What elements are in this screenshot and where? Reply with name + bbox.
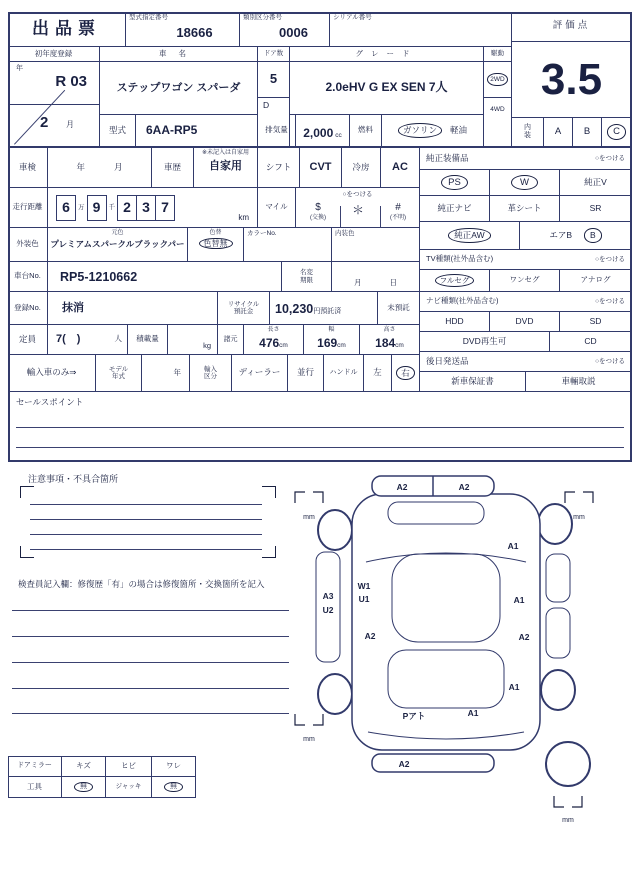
- reg-year-value: R 03: [55, 73, 87, 90]
- sales-point-line-1: [16, 427, 624, 428]
- fuel-diesel-text: 軽油: [450, 124, 468, 135]
- color-no-cell: [244, 228, 332, 262]
- odometer-digit-1000: 9: [87, 195, 107, 221]
- shift-label-cell: [258, 148, 300, 188]
- interior-grade-label: 内装: [524, 124, 531, 139]
- model-year-unit: 年: [173, 367, 181, 377]
- handle-right-cell: [392, 355, 420, 392]
- dvd-text: DVD: [515, 315, 534, 326]
- capacity-label-cell: [8, 325, 48, 355]
- spec-width-cell: [304, 325, 360, 355]
- fuel-gasoline-circled: ガソリン: [398, 123, 442, 137]
- load-label-cell: [128, 325, 168, 355]
- navi-circle-note: ○をつける: [595, 297, 625, 305]
- mm-label-top-right: mm: [573, 514, 585, 521]
- leather-seat-text: 革シート: [507, 202, 542, 213]
- equip-genuine-aw: [420, 222, 520, 250]
- import-label-cell: [8, 355, 96, 392]
- mirror-label: ドアミラー: [17, 762, 52, 770]
- score-value-cell: [512, 42, 632, 118]
- grade-value: [290, 62, 484, 115]
- name-change-label-1: 名変: [300, 269, 313, 277]
- interior-grade-c: [602, 118, 632, 148]
- analog-text: アナログ: [580, 275, 611, 285]
- history-label-cell: [152, 148, 194, 188]
- doors-label: ドア数: [263, 50, 284, 58]
- base-color-label: 元色: [111, 230, 124, 236]
- diagram-label-u2: U2: [322, 605, 334, 615]
- shaken-month-unit: 月: [113, 161, 123, 172]
- diagram-label-right-low: A1: [508, 682, 520, 692]
- reg-month-value: 2: [40, 114, 49, 131]
- displacement-label: 排気量: [265, 125, 288, 135]
- symbol-divider-1: [340, 206, 341, 228]
- odometer-digit-10000: 6: [56, 195, 76, 221]
- caution-box-corner-tl: [20, 486, 34, 498]
- doors-value: [258, 62, 290, 98]
- scratch-text: キズ: [76, 760, 91, 770]
- color-change-cell: [188, 228, 244, 262]
- genuine-aw-circled: 純正AW: [448, 228, 490, 242]
- history-note: ※未記入は自家用: [201, 150, 250, 156]
- shaken-year-unit: 年: [76, 161, 85, 172]
- model-year-label-cell: [96, 355, 142, 392]
- diagram-label-rear-bumper-right: A2: [458, 482, 470, 492]
- mm-label-top-left: mm: [303, 514, 315, 521]
- symbol-exchange: $: [315, 202, 321, 213]
- interior-color-label: 内装色: [335, 230, 355, 237]
- field-model-designation: [126, 12, 240, 47]
- base-color-cell: [48, 228, 188, 262]
- odometer: [48, 188, 258, 228]
- fuel-value-cell: [382, 115, 484, 148]
- caution-line-2: [30, 519, 262, 520]
- diagram-label-front-right: A1: [507, 541, 519, 551]
- chassis-label-cell: [8, 262, 48, 292]
- caution-box-corner-tr: [262, 486, 276, 498]
- parallel-text: 並行: [296, 367, 314, 378]
- diagram-label-a3: A3: [322, 591, 334, 601]
- handle-right-circled: 右: [396, 366, 415, 380]
- wheel-rear-right-icon: [541, 670, 575, 710]
- right-side-panel-rear: [546, 608, 570, 658]
- score-label: 評価点: [552, 20, 591, 32]
- model-value: 6AA-RP5: [146, 122, 198, 137]
- regno-value-cell: [48, 292, 218, 325]
- doors-count: 5: [269, 71, 278, 87]
- base-color-value: プレミアムスパークルブラックパー: [50, 238, 185, 249]
- height-value: 184: [375, 335, 396, 350]
- drive-4wd-text: 4WD: [490, 106, 505, 113]
- handle-label: ハンドル: [329, 369, 358, 377]
- spare-tire-icon: [546, 742, 590, 786]
- equip-leather-seat: [490, 196, 560, 222]
- deposit-suffix: 円預託済: [313, 308, 342, 315]
- caution-box-corner-bl: [20, 546, 34, 558]
- equip-oneseg: [490, 270, 560, 292]
- caution-box-corner-br: [262, 546, 276, 558]
- name-change-month-unit: 月: [354, 277, 362, 287]
- grade-a-text: A: [554, 125, 562, 137]
- displacement-unit: cc: [335, 131, 342, 139]
- reg-year-cell: [8, 62, 100, 105]
- fuel-label-cell: [350, 115, 382, 148]
- drive-2wd-circled: 2WD: [487, 73, 507, 87]
- odometer-digit-10: 3: [136, 195, 156, 221]
- chassis-value: RP5-1210662: [60, 269, 138, 284]
- name-change-label-cell: [282, 262, 332, 292]
- tv-type-row: [420, 250, 632, 270]
- reg-date-header: [8, 47, 100, 62]
- shift-value: CVT: [309, 161, 332, 174]
- drive-label: 駆動: [491, 50, 504, 58]
- deposit-value: 10,230: [275, 302, 314, 316]
- sheet-title: 出品票: [32, 19, 101, 39]
- load-label: 積載量: [136, 334, 159, 344]
- mm-bracket-top-right: [565, 492, 593, 503]
- height-label: 高さ: [383, 327, 396, 333]
- tool-none-cell: [62, 777, 106, 798]
- aircon-label: 冷房: [352, 161, 370, 172]
- hdd-text: HDD: [445, 315, 464, 326]
- reg-month-unit: 月: [66, 120, 74, 129]
- history-label: 車歴: [163, 161, 181, 172]
- wheel-front-right-icon: [538, 504, 572, 544]
- recycle-label-cell: [218, 292, 270, 325]
- classification-label: 類別区分番号: [243, 14, 282, 21]
- later-circle-note: ○をつける: [595, 357, 625, 365]
- aircon-value-cell: [381, 148, 420, 188]
- fuel-label: 燃料: [358, 125, 373, 135]
- mirror-break-cell: [152, 756, 196, 777]
- score-value: 3.5: [540, 54, 603, 104]
- interior-grade-a: [544, 118, 573, 148]
- equip-sunroof: [560, 196, 632, 222]
- color-label: 外装色: [16, 239, 39, 249]
- serial-label: シリアル番号: [333, 14, 372, 21]
- interior-grade-label-cell: [512, 118, 544, 148]
- aircon-label-cell: [342, 148, 381, 188]
- grade-c-circled: C: [607, 124, 626, 139]
- odometer-unit-10000: 万: [78, 203, 85, 211]
- tv-circle-note: ○をつける: [595, 255, 625, 263]
- name-change-label-2: 期限: [300, 276, 313, 284]
- handle-left-text: 左: [373, 367, 382, 378]
- equip-dvd-playable: [420, 332, 550, 352]
- model-designation-label: 型式指定番号: [129, 14, 168, 21]
- load-value-cell: [168, 325, 218, 355]
- diagram-label-left-mid: A2: [364, 631, 376, 641]
- width-label: 幅: [328, 327, 335, 333]
- sunroof-text: SR: [589, 202, 602, 213]
- shaken-label: 車検: [18, 161, 36, 172]
- drive-header: [484, 47, 512, 62]
- regno-label: 登録No.: [14, 302, 41, 312]
- name-change-date-cell: [332, 262, 420, 292]
- model-label-cell: [100, 115, 136, 148]
- not-deposited-cell: [378, 292, 420, 325]
- grade-text: 2.0eHV G EX SEN 7人: [325, 80, 448, 95]
- import-class-label-cell: [190, 355, 232, 392]
- model-value-cell: [136, 115, 258, 148]
- vehicle-name-text: ステップワゴン スパーダ: [116, 81, 241, 94]
- import-class-label-1: 輸入: [204, 365, 217, 373]
- vehicle-name-value: [100, 62, 258, 115]
- mile-label: マイル: [265, 202, 288, 212]
- tool-none-circled: 無: [74, 782, 93, 792]
- recycle-label-1: リサイクル: [227, 300, 260, 308]
- wheel-rear-left-icon: [318, 674, 352, 714]
- right-side-panel-front: [546, 554, 570, 602]
- inspector-note: 検査員記入欄：修復歴「有」の場合は修復箇所・交換箇所を記入: [18, 579, 265, 589]
- shaken-label-cell: [8, 148, 48, 188]
- navi-type-title: ナビ種類(社外品含む): [426, 296, 499, 306]
- interior-grade-b: [573, 118, 602, 148]
- aircon-value: AC: [392, 161, 408, 174]
- color-change-value-circled: 色替無: [199, 238, 233, 250]
- later-shipping-title: 後日発送品: [426, 355, 469, 366]
- odometer-unit-km: km: [238, 213, 249, 223]
- odometer-unit-1000: 千: [108, 203, 115, 211]
- color-change-label: 色替: [209, 230, 222, 236]
- equip-circle-note: ○をつける: [595, 154, 625, 162]
- handle-label-cell: [324, 355, 364, 392]
- mm-label-bottom-right: mm: [562, 817, 574, 824]
- import-class-label-2: 区分: [204, 373, 217, 380]
- model-year-cell: [142, 355, 190, 392]
- mileage-label-cell: [8, 188, 48, 228]
- airbag-mark-circled: B: [584, 228, 602, 242]
- cd-text: CD: [584, 335, 597, 346]
- break-text: ワレ: [166, 760, 181, 770]
- equip-pw: [490, 170, 560, 196]
- inspector-line-3: [12, 662, 289, 663]
- equip-title: 純正装備品: [426, 152, 469, 163]
- equip-hdd: [420, 312, 490, 332]
- chassis-label: 車台No.: [14, 271, 41, 281]
- equip-fullseg: [420, 270, 490, 292]
- diagram-label-right-mid-1: A1: [513, 595, 525, 605]
- vehicle-diagram: [288, 466, 632, 832]
- history-value: 自家用: [209, 159, 242, 172]
- mm-bracket-bottom-right: [554, 796, 582, 807]
- displacement-value-cell: [296, 115, 350, 148]
- regno-value: 抹消: [62, 301, 84, 314]
- mirror-label-cell: [8, 756, 62, 777]
- navi-type-row: [420, 292, 632, 312]
- sales-point-label: セールスポイント: [16, 397, 84, 407]
- displacement-value: 2,000: [303, 125, 334, 140]
- caution-line-4: [30, 549, 262, 550]
- interior-color-cell: [332, 228, 420, 262]
- displacement-label-cell: [258, 115, 296, 148]
- spec-label-cell: [218, 325, 244, 355]
- mm-bracket-bottom-left: [295, 714, 323, 725]
- model-designation-value: 18666: [176, 24, 213, 40]
- diagram-label-paint-mark: Pアト: [402, 711, 426, 721]
- inspector-line-5: [12, 713, 289, 714]
- deposit-cell: [270, 292, 378, 325]
- jack-none-circled: 無: [164, 782, 183, 792]
- dealer-cell: [232, 355, 288, 392]
- jack-label-cell: [106, 777, 152, 798]
- history-value-cell: [194, 148, 258, 188]
- equip-warranty: [420, 372, 526, 392]
- parallel-cell: [288, 355, 324, 392]
- equip-airbag: [520, 222, 632, 250]
- grade-b-text: B: [583, 125, 591, 137]
- shaken-value-cell: [48, 148, 152, 188]
- capacity-value-cell: [48, 325, 128, 355]
- caution-title: 注意事項・不具合箇所: [28, 474, 119, 484]
- mirror-scratch-cell: [62, 756, 106, 777]
- handle-left-cell: [364, 355, 392, 392]
- inspector-line-1: [12, 610, 289, 611]
- symbol-exchange-sub: (交換): [310, 215, 326, 221]
- fullseg-circled: フルセグ: [435, 274, 475, 287]
- equip-title-row: [420, 148, 632, 170]
- spec-length-cell: [244, 325, 304, 355]
- vehicle-name-label: 車名: [159, 48, 198, 58]
- length-value: 476: [259, 335, 280, 350]
- field-serial: [330, 12, 512, 47]
- drive-2wd-cell: [484, 62, 512, 98]
- not-deposited-text: 未預託: [387, 302, 410, 312]
- diagram-label-front-bumper: A2: [398, 759, 410, 769]
- equip-genuine-navi: [420, 196, 490, 222]
- field-classification: [240, 12, 330, 47]
- reg-year-unit: 年: [16, 65, 23, 72]
- front-bumper-shape: [372, 754, 494, 772]
- sales-point-section: [8, 392, 632, 460]
- diagram-label-bottom-mark: A1: [467, 708, 479, 718]
- load-unit: kg: [203, 340, 211, 350]
- airbag-text: エアB: [549, 229, 572, 240]
- sd-text: SD: [589, 315, 602, 326]
- mileage-circle-note: ○をつける: [342, 191, 373, 198]
- regno-label-cell: [8, 292, 48, 325]
- equip-sd: [560, 312, 632, 332]
- equip-dvd: [490, 312, 560, 332]
- genuine-navi-text: 純正ナビ: [437, 202, 472, 213]
- jack-none-cell: [152, 777, 196, 798]
- name-change-day-unit: 日: [389, 277, 397, 287]
- odometer-digit-100: 2: [117, 195, 137, 221]
- chassis-value-cell: [48, 262, 282, 292]
- doors-header: [258, 47, 290, 62]
- dvd-playable-text: DVD再生可: [462, 335, 507, 346]
- tool-label: 工具: [27, 781, 42, 791]
- color-no-label: カラーNo.: [247, 230, 277, 237]
- capacity-value: 7( ): [56, 333, 81, 346]
- equip-manual: [526, 372, 632, 392]
- diagram-label-w1: W1: [357, 581, 371, 591]
- wheel-front-left-icon: [318, 510, 352, 550]
- reg-month-cell: [8, 105, 100, 148]
- inspector-line-4: [12, 688, 289, 689]
- manual-text: 車輛取説: [561, 375, 596, 386]
- model-label: 型式: [108, 124, 126, 135]
- later-shipping-row: [420, 352, 632, 372]
- grade-header: [290, 47, 484, 62]
- sheet-title-cell: [8, 12, 126, 47]
- score-label-cell: [512, 12, 632, 42]
- width-value: 169: [317, 335, 338, 350]
- symbol-divider-2: [380, 206, 381, 228]
- model-year-label-2: 年式: [112, 373, 125, 380]
- shift-label: シフト: [265, 161, 292, 172]
- drive-4wd-cell: [484, 98, 512, 148]
- equip-cd: [550, 332, 632, 352]
- equip-analog: [560, 270, 632, 292]
- sales-point-line-2: [16, 447, 624, 448]
- caution-line-3: [30, 534, 262, 535]
- tv-type-title: TV種類(社外品含む): [426, 254, 494, 264]
- diagram-label-rear-bumper-left: A2: [396, 482, 408, 492]
- mirror-crack-cell: [106, 756, 152, 777]
- length-label: 長さ: [267, 327, 280, 333]
- classification-value: 0006: [279, 24, 308, 40]
- symbol-star: ＊: [351, 203, 364, 217]
- color-label-cell: [8, 228, 48, 262]
- odometer-digit-1: 7: [155, 195, 175, 221]
- oneseg-text: ワンセグ: [509, 275, 540, 285]
- capacity-unit: 人: [114, 334, 122, 344]
- warranty-text: 新車保証書: [451, 375, 494, 386]
- diagram-label-u1: U1: [358, 594, 370, 604]
- symbol-unknown: #: [395, 202, 401, 213]
- mileage-label: 走行距離: [12, 202, 43, 212]
- mile-label-cell: [258, 188, 296, 228]
- dealer-text: ディーラー: [238, 367, 281, 378]
- equip-ps: [420, 170, 490, 196]
- caution-line-1: [30, 504, 262, 505]
- doors-sub-text: D: [263, 100, 270, 110]
- length-unit: cm: [279, 341, 288, 349]
- symbol-unknown-sub: (不明): [390, 215, 406, 221]
- diagram-label-right-mid-2: A2: [518, 632, 530, 642]
- capacity-label: 定員: [18, 333, 36, 344]
- shift-value-cell: [300, 148, 342, 188]
- reg-date-label: 初年度登録: [34, 48, 73, 58]
- equip-genuine-tv: [560, 170, 632, 196]
- car-body-outline: [352, 494, 540, 750]
- ps-circled: PS: [441, 175, 468, 190]
- mm-label-bottom-left: mm: [303, 736, 315, 743]
- height-unit: cm: [395, 341, 404, 349]
- crack-text: ヒビ: [121, 760, 136, 770]
- model-year-label-1: モデル: [108, 365, 129, 373]
- jack-label: ジャッキ: [115, 783, 142, 791]
- width-unit: cm: [337, 341, 346, 349]
- spec-height-cell: [360, 325, 420, 355]
- inspector-line-2: [12, 636, 289, 637]
- import-label: 輸入車のみ⇒: [26, 367, 77, 378]
- mm-bracket-top-left: [295, 492, 323, 503]
- tool-label-cell: [8, 777, 62, 798]
- pw-circled: W: [511, 175, 538, 190]
- recycle-label-2: 預託金: [233, 308, 254, 315]
- genuine-tv-text: 純正V: [584, 176, 607, 187]
- grade-label: グレード: [355, 48, 418, 58]
- spec-label: 諸元: [223, 335, 238, 343]
- mileage-symbols-cell: [296, 188, 420, 228]
- vehicle-name-header: [100, 47, 258, 62]
